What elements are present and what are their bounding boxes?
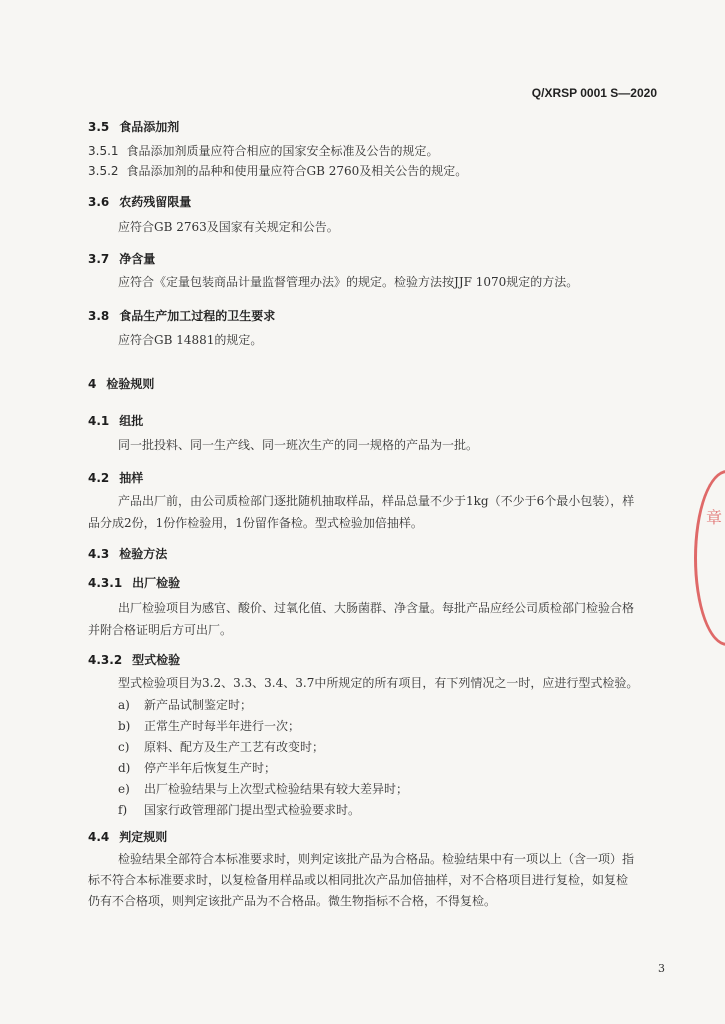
heading-number: 4.3.1 bbox=[88, 576, 123, 590]
heading-number: 3.7 bbox=[88, 252, 110, 266]
paragraph-4-1: 同一批投料、同一生产线、同一班次生产的同一规格的产品为一批。 bbox=[118, 438, 479, 452]
heading-3-7 bbox=[88, 250, 155, 267]
list-item bbox=[118, 716, 300, 737]
paragraph-3-6: 应符合GB 2763及国家有关规定和公告。 bbox=[118, 220, 339, 234]
list-item-text: 正常生产时每半年进行一次； bbox=[144, 719, 301, 733]
list-item-text: 原料、配方及生产工艺有改变时； bbox=[144, 740, 325, 754]
heading-4-3-2 bbox=[88, 651, 180, 668]
heading-number: 3.8 bbox=[88, 309, 110, 323]
list-item bbox=[118, 737, 324, 758]
heading-4-1 bbox=[88, 412, 143, 429]
paragraph-4-2-line2: 品分成2份，1份作检验用，1份留作备检。型式检验加倍抽样。 bbox=[88, 516, 423, 530]
heading-3-8 bbox=[88, 307, 275, 324]
list-item bbox=[118, 779, 408, 800]
heading-number: 4.2 bbox=[88, 471, 110, 485]
heading-4-4 bbox=[88, 828, 167, 845]
seal-text: 章 bbox=[706, 508, 723, 527]
clause-text: 食品添加剂的品种和使用量应符合GB 2760及相关公告的规定。 bbox=[126, 164, 468, 178]
heading-number: 4.3 bbox=[88, 547, 110, 561]
list-item-label: d) bbox=[118, 761, 131, 775]
paragraph-4-3-1-line1: 出厂检验项目为感官、酸价、过氧化值、大肠菌群、净含量。每批产品应经公司质检部门检验合格 bbox=[118, 601, 635, 615]
list-item bbox=[118, 695, 252, 716]
list-item-label: e) bbox=[118, 782, 130, 796]
list-item-text: 出厂检验结果与上次型式检验结果有较大差异时； bbox=[144, 782, 409, 796]
paragraph-3-7: 应符合《定量包装商品计量监督管理办法》的规定。检验方法按JJF 1070规定的方法。 bbox=[118, 275, 579, 289]
heading-number: 4.1 bbox=[88, 414, 110, 428]
list-item-text: 国家行政管理部门提出型式检验要求时。 bbox=[144, 803, 361, 817]
list-item bbox=[118, 800, 360, 821]
list-item bbox=[118, 758, 276, 779]
clause-number: 3.5.2 bbox=[88, 164, 119, 178]
heading-number: 4 bbox=[88, 377, 97, 391]
page-number: 3 bbox=[658, 962, 665, 975]
heading-title: 检验方法 bbox=[119, 547, 168, 561]
list-item-label: a) bbox=[118, 698, 130, 712]
paragraph-4-3-2-intro: 型式检验项目为3.2、3.3、3.4、3.7中所规定的所有项目，有下列情况之一时，应进行型式检验。 bbox=[118, 676, 639, 690]
standard-code: Q/XRSP 0001 S—2020 bbox=[531, 86, 657, 100]
heading-3-6 bbox=[88, 193, 191, 210]
paragraph-3-8: 应符合GB 14881的规定。 bbox=[118, 333, 263, 347]
red-seal-stamp bbox=[694, 470, 725, 646]
heading-number: 3.6 bbox=[88, 195, 110, 209]
heading-number: 4.4 bbox=[88, 830, 110, 844]
paragraph-4-4-line3: 仍有不合格项，则判定该批产品为不合格品。微生物指标不合格，不得复检。 bbox=[88, 894, 497, 908]
list-item-text: 停产半年后恢复生产时； bbox=[144, 761, 277, 775]
heading-title: 型式检验 bbox=[132, 653, 181, 667]
paragraph-4-3-1-line2: 并附合格证明后方可出厂。 bbox=[88, 623, 233, 637]
heading-4-2 bbox=[88, 469, 143, 486]
list-item-label: b) bbox=[118, 719, 131, 733]
heading-title: 检验规则 bbox=[106, 377, 155, 391]
paragraph-4-2-line1: 产品出厂前，由公司质检部门逐批随机抽取样品，样品总量不少于1kg（不少于6个最小包装），样 bbox=[118, 494, 635, 508]
clause-3-5-1 bbox=[88, 141, 439, 162]
heading-title: 抽样 bbox=[119, 471, 144, 485]
heading-number: 4.3.2 bbox=[88, 653, 123, 667]
list-item-label: f) bbox=[118, 803, 128, 817]
paragraph-4-4-line2: 标不符合本标准要求时，以复检备用样品或以相同批次产品加倍抽样，对不合格项目进行复检，如复检 bbox=[88, 873, 629, 887]
heading-title: 农药残留限量 bbox=[119, 195, 192, 209]
heading-number: 3.5 bbox=[88, 120, 110, 134]
heading-4-3 bbox=[88, 545, 167, 562]
clause-text: 食品添加剂质量应符合相应的国家安全标准及公告的规定。 bbox=[126, 144, 439, 158]
heading-title: 食品生产加工过程的卫生要求 bbox=[119, 309, 276, 323]
list-item-text: 新产品试制鉴定时； bbox=[144, 698, 253, 712]
heading-title: 判定规则 bbox=[119, 830, 168, 844]
clause-number: 3.5.1 bbox=[88, 144, 119, 158]
clause-3-5-2 bbox=[88, 161, 467, 182]
heading-3-5 bbox=[88, 118, 179, 135]
list-item-label: c) bbox=[118, 740, 130, 754]
heading-title: 食品添加剂 bbox=[119, 120, 180, 134]
heading-4 bbox=[88, 375, 154, 392]
heading-title: 净含量 bbox=[119, 252, 156, 266]
paragraph-4-4-line1: 检验结果全部符合本标准要求时，则判定该批产品为合格品。检验结果中有一项以上（含一项）指 bbox=[118, 852, 635, 866]
heading-title: 组批 bbox=[119, 414, 144, 428]
heading-title: 出厂检验 bbox=[132, 576, 181, 590]
heading-4-3-1 bbox=[88, 574, 180, 591]
